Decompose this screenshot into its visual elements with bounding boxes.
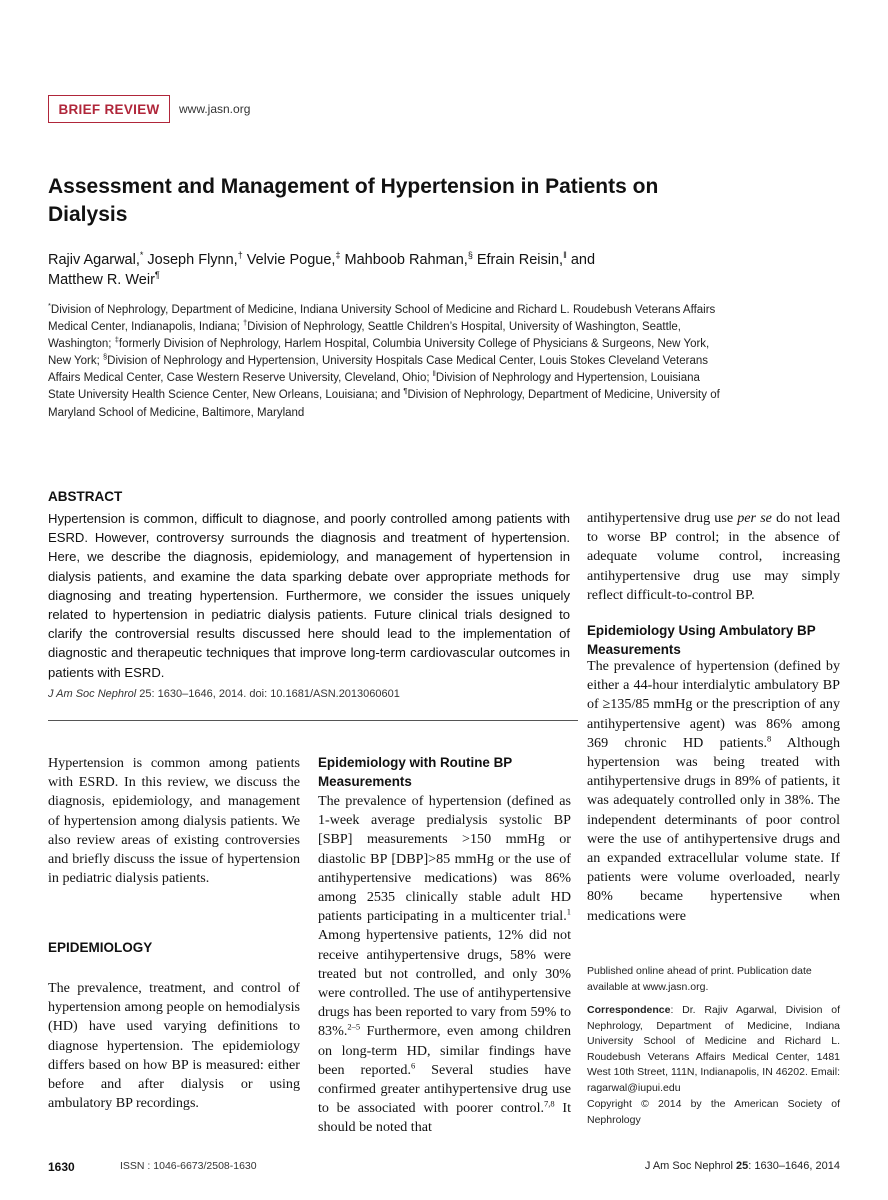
- affil-mark: ‡: [114, 335, 119, 345]
- abstract-divider: [48, 720, 578, 721]
- routine-bp-heading: Epidemiology with Routine BP Measurements: [318, 755, 512, 789]
- body-text: Although hypertension was being treated with antihypertensive drugs in 89% of patients, it was adequately controlled only in 38%. The independent determinants of poor control were the use of antihypertensive drugs and an expanded extracellular volume state. If patients were volume overloaded, nearly 80% became hypertensive when medications were: [587, 734, 840, 924]
- body-text: It should be noted that: [318, 1100, 571, 1136]
- journal-website[interactable]: www.jasn.org: [179, 102, 251, 116]
- body-text: The prevalence of hypertension (defined by either a 44-hour interdialytic ambulatory BP of ≥135/85 mmHg or the prescription of any antihypertensive agent) was 86% among 369 chronic HD patients.: [587, 658, 840, 751]
- affiliation: formerly Division of Nephrology, Harlem Hospital, Columbia University College of Physicians & Surgeons, New York, New York;: [48, 338, 710, 368]
- body-text: do not lead to worse BP control; in the absence of adequate volume control, increasing antihypertensive drug use may simply reflect difficult-to-control BP.: [587, 510, 840, 603]
- routine-bp-paragraph: [318, 792, 571, 1138]
- correspondence-details: : Dr. Rajiv Agarwal, Division of Nephrology, Department of Medicine, Indiana University School of Medicine and Richard L. Roudebush Veterans Affairs Medical Center, 1481 West 10th Street, 111N, Indianapolis, IN 46202. Email: ragarwal@iupui.edu: [587, 1004, 840, 1094]
- author-mark: ‡: [335, 250, 341, 261]
- reference-link[interactable]: 2–5: [347, 1021, 361, 1032]
- copyright-note: Copyright © 2014 by the American Society of Nephrology: [587, 1098, 840, 1126]
- reference-link[interactable]: 1: [566, 906, 571, 917]
- body-text: Furthermore, even among children on long-term HD, similar findings have been reported.: [318, 1023, 571, 1078]
- affiliation: Division of Nephrology and Hypertension, University Hospitals Case Medical Center, Louis Stokes Cleveland Veterans Affairs Medical Center, Case Western Reserve University, Cleveland, Ohio;: [48, 355, 709, 385]
- author-conjunction: and: [570, 252, 596, 268]
- author-mark: ‖: [563, 250, 567, 261]
- author: Matthew R. Weir: [48, 272, 155, 288]
- affiliation: Division of Nephrology, Department of Medicine, Indiana University School of Medicine and Richard L. Roudebush Veterans Affairs Medical Center, Indianapolis, Indiana;: [48, 304, 716, 334]
- reference-link[interactable]: 8: [766, 733, 772, 744]
- journal-volume: 25: [735, 1160, 749, 1172]
- citation-journal: J Am Soc Nephrol: [48, 688, 137, 700]
- author: Joseph Flynn,: [147, 252, 238, 268]
- intro-paragraph: Hypertension is common among patients with ESRD. In this review, we discuss the diagnosis, epidemiology, and management of hypertension among dialysis patients. We also review areas of existing controversies and briefly discuss the issue of hypertension in pediatric dialysis patients.: [48, 755, 300, 887]
- article-title: Assessment and Management of Hypertension in Patients on Dialysis: [48, 175, 659, 226]
- journal-reference: [645, 1160, 840, 1172]
- epidemiology-heading: EPIDEMIOLOGY: [48, 940, 153, 955]
- ambulatory-bp-heading: Epidemiology Using Ambulatory BP Measurements: [587, 623, 816, 657]
- section-tag: BRIEF REVIEW: [48, 95, 170, 123]
- affil-mark: §: [102, 352, 108, 362]
- body-text: antihypertensive drug use: [587, 510, 738, 526]
- journal-name: J Am Soc Nephrol: [644, 1160, 736, 1172]
- continued-paragraph: [587, 509, 840, 605]
- author-mark: §: [467, 250, 473, 261]
- author: Velvie Pogue,: [246, 252, 336, 268]
- affil-mark: ¶: [403, 386, 408, 396]
- affiliation: Division of Nephrology, Seattle Children’s Hospital, University of Washington, Seattle, Washington;: [48, 321, 681, 351]
- journal-pages: : 1630–1646, 2014: [748, 1160, 840, 1172]
- reference-link[interactable]: 6: [411, 1060, 416, 1071]
- body-text: The prevalence of hypertension (defined as 1-week average predialysis systolic BP [SBP] measurements >150 mmHg or diastolic BP [DBP]>85 mmHg or the use of antihypertensive medications) was 86% among 2535 clinically stable adult HD patients participating in a multicenter trial.: [318, 793, 571, 925]
- correspondence-note: [587, 1003, 840, 1097]
- epidemiology-paragraph: The prevalence, treatment, and control of hypertension among people on hemodialysis (HD) have used varying definitions to diagnose hypertension. The epidemiology differs based on how BP is measured: either before and after dialysis or using ambulatory BP recordings.: [48, 980, 300, 1112]
- affil-mark: *: [48, 301, 51, 311]
- author-list: [48, 250, 748, 290]
- citation: [48, 688, 400, 700]
- issn: ISSN : 1046-6673/2508-1630: [120, 1160, 257, 1172]
- author: Mahboob Rahman,: [344, 252, 468, 268]
- body-text: Several studies have confirmed greater antihypertensive drug use to be associated with poorer control.: [318, 1061, 571, 1117]
- author-mark: ¶: [154, 270, 160, 281]
- abstract-text: Hypertension is common, difficult to diagnose, and poorly controlled among patients with ESRD. However, controversy surrounds the diagnosis and treatment of hypertension. Here, we describe the diagnosis, epidemiology, and management of hypertension in dialysis patients, and examine the data sparking debate over appropriate methods for diagnosing and treating hypertension. Furthermore, we consider the issues uniquely related to hypertension in pediatric dialysis patients. Future clinical trials designed to clarify the controversial results discussed here should lead to the implementation of diagnostic and therapeutic techniques that improve long-term cardiovascular outcomes in patients with ESRD.: [48, 511, 570, 680]
- published-note: Published online ahead of print. Publication date available at www.jasn.org.: [587, 965, 812, 993]
- author: Rajiv Agarwal,: [48, 252, 140, 268]
- page-number: 1630: [48, 1160, 75, 1174]
- affiliation: Division of Nephrology, Department of Medicine, University of Maryland School of Medicine, Baltimore, Maryland: [48, 389, 720, 419]
- author: Efrain Reisin,: [476, 252, 564, 268]
- correspondence-label: Correspondence: [587, 1004, 671, 1016]
- affil-mark: †: [243, 318, 248, 328]
- italic-term: per se: [737, 510, 772, 526]
- body-text: Among hypertensive patients, 12% did not receive antihypertensive drugs, 58% were treated but not controlled, and only 30% were controlled. The use of antihypertensive drugs has been reported to vary from 59% to 83%.: [318, 927, 571, 1040]
- author-mark: †: [237, 250, 243, 261]
- ambulatory-bp-paragraph: [587, 657, 840, 926]
- citation-details: 25: 1630–1646, 2014. doi: 10.1681/ASN.2013060601: [136, 688, 400, 700]
- affiliation: Division of Nephrology and Hypertension, Louisiana State University Health Science Center, New Orleans, Louisiana; and: [48, 372, 700, 402]
- abstract-heading: ABSTRACT: [48, 489, 123, 504]
- affiliations: [48, 302, 728, 422]
- reference-link[interactable]: 7,8: [544, 1098, 555, 1109]
- author-mark: *: [139, 250, 144, 261]
- affil-mark: ‖: [432, 369, 436, 379]
